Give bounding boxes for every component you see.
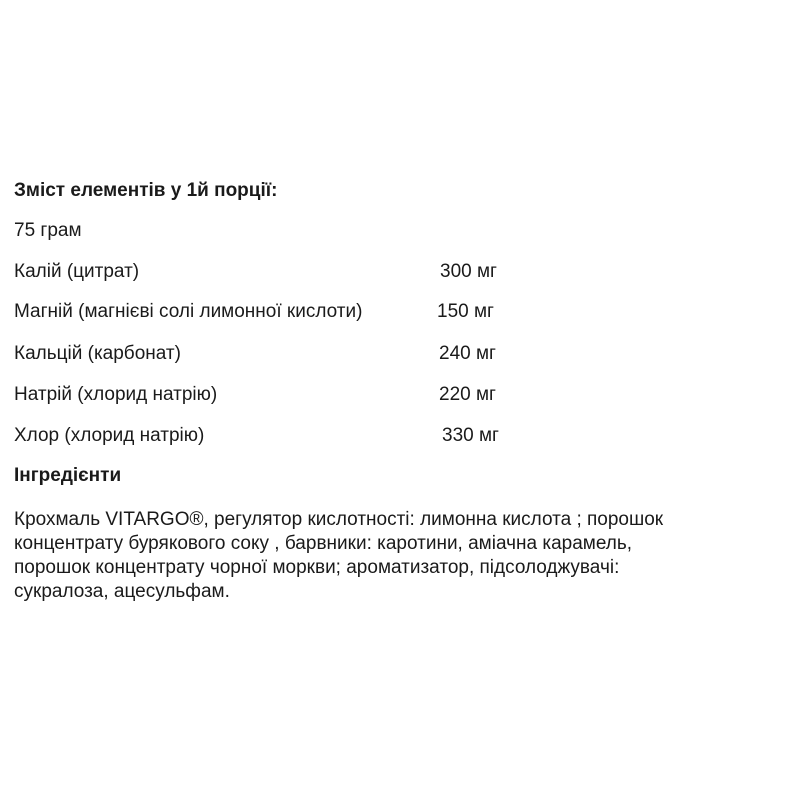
nutrient-row [14,301,534,323]
nutrient-name: Магній (магнієві солі лимонної кислоти) [14,301,363,322]
nutrient-row [14,343,534,365]
nutrient-name: Хлор (хлорид натрію) [14,425,205,446]
ingredients-line: сукралоза, ацесульфам. [14,581,230,602]
serving-size: 75 грам [14,220,82,241]
ingredients-line: концентрату бурякового соку , барвники: каротини, аміачна карамель, [14,533,633,554]
ingredients-heading: Інгредієнти [14,465,122,486]
nutrient-amount: 150 мг [437,301,494,322]
nutrient-name: Кальцій (карбонат) [14,343,181,364]
ingredients-text [14,508,794,604]
composition-heading: Зміст елементів у 1й порції: [14,180,278,201]
nutrient-row [14,425,534,447]
nutrient-name: Натрій (хлорид натрію) [14,384,218,405]
ingredients-line: порошок концентрату чорної моркви; ароматизатор, підсолоджувачі: [14,557,620,578]
nutrient-name: Калій (цитрат) [14,261,140,282]
nutrient-amount: 330 мг [442,425,499,446]
nutrient-amount: 240 мг [439,343,496,364]
ingredients-line: Крохмаль VITARGO®, регулятор кислотності: лимонна кислота ; порошок [14,509,664,530]
nutrient-amount: 300 мг [440,261,497,282]
nutrient-amount: 220 мг [439,384,496,405]
nutrient-row [14,384,534,406]
nutrient-row [14,261,534,283]
